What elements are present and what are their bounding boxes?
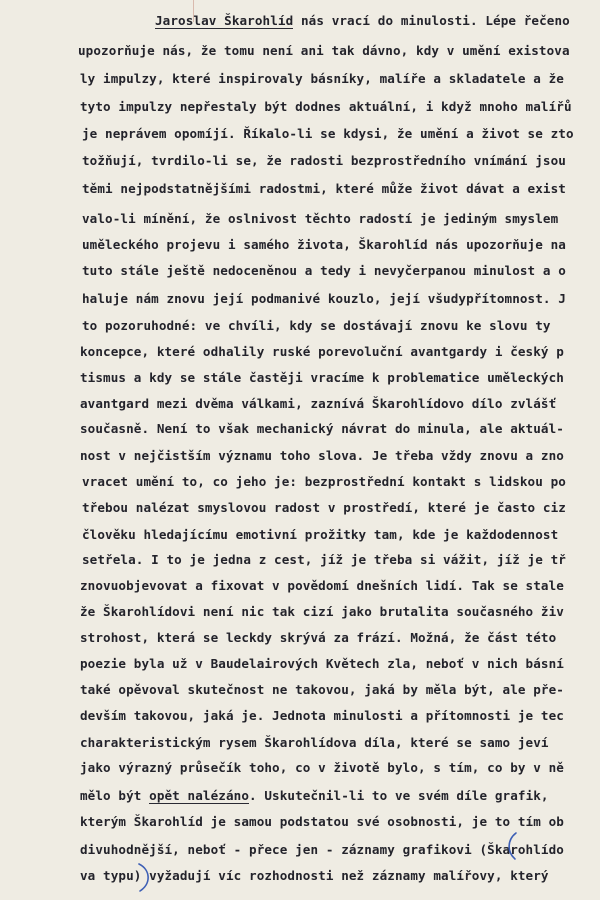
text-line [82,318,551,334]
line-text: haluje nám znovu její podmanivé kouzlo, její všudypřítomnost. J [82,291,566,306]
line-text: poezie byla už v Baudelairových Květech zla, neboť v nich básní [80,656,564,671]
line-text: va typu) vyžadují víc rozhodnosti než záznamy malířovy, který [80,868,549,883]
text-line [82,153,566,169]
line-text: že Škarohlídovi není nic tak cizí jako brutalita současného živ [80,604,564,619]
text-line [82,527,558,543]
text-line [80,344,564,360]
line-text: avantgard mezi dvěma válkami, zaznívá Škarohlídovo dílo zvlášť [80,396,557,411]
text-line [80,842,564,858]
line-text: kterým Škarohlíd je samou podstatou své osobnosti, je to tím ob [80,814,564,829]
line-text: setřela. I to je jedna z cest, jíž je třeba si vážit, jíž je tř [82,552,566,567]
text-line [82,237,566,253]
line-text: uměleckého projevu i samého života, Škarohlíd nás upozorňuje na [82,237,566,252]
line-text: valo-li mínění, že oslnivost těchto radostí je jediným smyslem [82,211,559,226]
line-text: tožňují, tvrdilo-li se, že radosti bezprostředního vnímání jsou [82,153,566,168]
text-line [80,71,564,87]
line-text: třebou nalézat smyslovou radost v prostředí, které je často ciz [82,500,566,515]
text-line [80,99,572,115]
text-line [82,263,566,279]
line-text: koncepce, které odhalily ruské porevoluční avantgardy i český p [80,344,564,359]
line-text: devším takovou, jaká je. Jednota minulosti a přítomnosti je tec [80,708,564,723]
text-line [80,396,556,412]
text-line [78,43,570,59]
underlined-text: Jaroslav Škarohlíd [155,13,294,28]
text-line [80,370,564,386]
text-line [82,211,558,227]
text-line [82,291,566,307]
text-line [80,868,549,884]
line-text: charakteristickým rysem Škarohlídova díla, které se samo jeví [80,735,549,750]
text-line [80,630,556,646]
line-text: také opěvoval skutečnost ne takovou, jaká by měla být, ale pře- [80,682,564,697]
text-line [80,708,564,724]
underlined-text: opět nalézáno [149,788,250,803]
text-line [80,578,564,594]
line-text: současně. Není to však mechanický návrat do minula, ale aktuál- [80,421,564,436]
text-line [80,682,564,698]
text-line [80,448,564,464]
line-text: nost v nejčistším významu toho slova. Je třeba vždy znovu a zno [80,448,564,463]
text-line [82,552,566,568]
text-line [82,126,574,142]
text-line [82,474,566,490]
text-line [80,656,564,672]
text-line [80,735,549,751]
line-text: znovuobjevovat a fixovat v povědomí dnešních lidí. Tak se stale [80,578,564,593]
line-text: nás vrací do minulosti. Lépe řečeno [293,13,570,28]
text-line [80,604,564,620]
line-text: člověku hledajícímu emotivní prožitky tam, kde je každodennost [82,527,559,542]
line-text: ly impulzy, které inspirovaly básníky, malíře a skladatele a že [80,71,564,86]
text-line [80,760,564,776]
line-text: vracet umění to, co jeho je: bezprostřední kontakt s lidskou po [82,474,566,489]
line-text: tyto impulzy nepřestaly být dodnes aktuální, i když mnoho malířů [80,99,572,114]
text-line [155,13,570,29]
line-text: těmi nejpodstatnějšími radostmi, které může život dávat a exist [82,181,566,196]
text-line [80,421,564,437]
line-text: tuto stále ještě nedoceněnou a tedy i nevyčerpanou minulost a o [82,263,566,278]
line-text: to pozoruhodné: ve chvíli, kdy se dostávají znovu ke slovu ty [82,318,551,333]
line-text: strohost, která se leckdy skrývá za frází. Možná, že část této [80,630,557,645]
line-text: mělo být [80,788,150,803]
text-line [82,500,566,516]
line-text: tismus a kdy se stále častěji vracíme k problematice uměleckých [80,370,564,385]
line-text: . Uskutečnil-li to ve svém díle grafik, [249,788,549,803]
line-text: upozorňuje nás, že tomu není ani tak dávno, kdy v umění existova [78,43,570,58]
text-line [82,181,566,197]
line-text: divuhodnější, neboť - přece jen - záznamy grafikovi (Škarohlído [80,842,564,857]
text-line [80,788,549,804]
line-text: je neprávem opomíjí. Říkalo-li se kdysi, že umění a život se zto [82,126,574,141]
text-line [80,814,564,830]
line-text: jako výrazný průsečík toho, co v životě bylo, s tím, co by v ně [80,760,564,775]
